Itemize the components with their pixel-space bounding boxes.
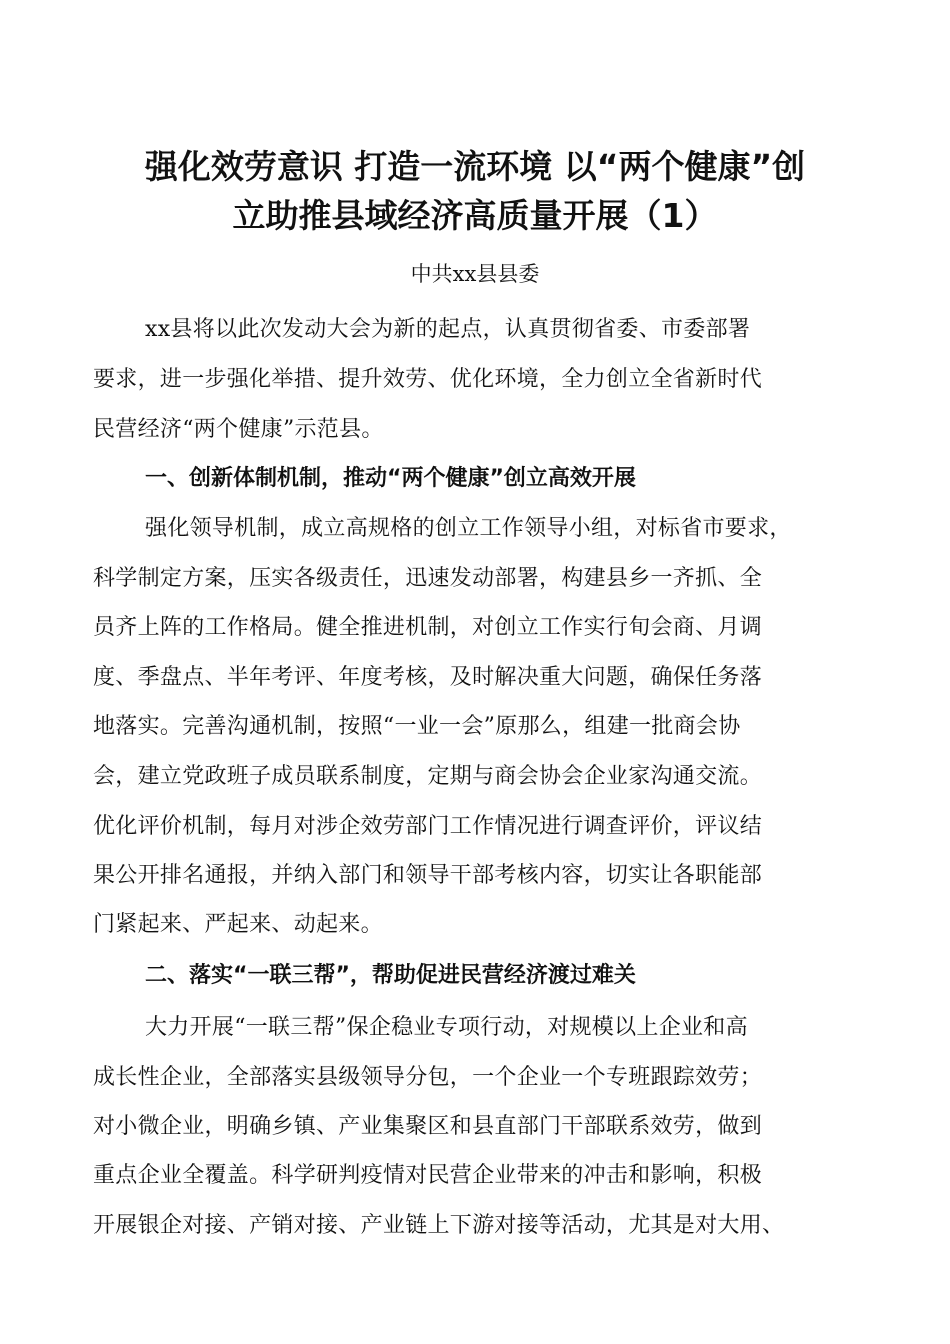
paragraph-line: 大力开展“一联三帮”保企稳业专项行动，对规模以上企业和高 <box>145 1015 748 1040</box>
section-heading-2: 二、落实“一联三帮”，帮助促进民营经济渡过难关 <box>145 963 636 988</box>
paragraph-line: 科学制定方案，压实各级责任，迅速发动部署，构建县乡一齐抓、全 <box>93 566 763 591</box>
document-author: 中共xx县县委 <box>410 262 540 286</box>
document-title-line-2: 立助推县域经济高质量开展（1） <box>232 196 718 235</box>
paragraph-line: 会，建立党政班子成员联系制度，定期与商会协会企业家沟通交流。 <box>93 764 763 789</box>
section-heading-1: 一、创新体制机制，推动“两个健康”创立高效开展 <box>145 466 636 491</box>
paragraph-line: 对小微企业，明确乡镇、产业集聚区和县直部门干部联系效劳，做到 <box>93 1114 763 1139</box>
paragraph-line: 要求，进一步强化举措、提升效劳、优化环境，全力创立全省新时代 <box>93 367 763 392</box>
paragraph-line: 员齐上阵的工作格局。健全推进机制，对创立工作实行旬会商、月调 <box>93 615 763 640</box>
paragraph-line: 果公开排名通报，并纳入部门和领导干部考核内容，切实让各职能部 <box>93 863 763 888</box>
paragraph-line: 度、季盘点、半年考评、年度考核，及时解决重大问题，确保任务落 <box>93 665 763 690</box>
paragraph-line: 优化评价机制，每月对涉企效劳部门工作情况进行调查评价，评议结 <box>93 814 763 839</box>
paragraph-line: 开展银企对接、产销对接、产业链上下游对接等活动，尤其是对大用、 <box>93 1213 785 1238</box>
paragraph-line: 重点企业全覆盖。科学研判疫情对民营企业带来的冲击和影响，积极 <box>93 1163 763 1188</box>
paragraph-line: 强化领导机制，成立高规格的创立工作领导小组，对标省市要求， <box>145 516 792 541</box>
paragraph-line: xx县将以此次发动大会为新的起点，认真贯彻省委、市委部署 <box>145 317 751 342</box>
paragraph-line: 民营经济“两个健康”示范县。 <box>93 417 384 442</box>
paragraph-line: 地落实。完善沟通机制，按照“一业一会”原那么，组建一批商会协 <box>93 714 741 739</box>
document-title-line-1: 强化效劳意识 打造一流环境 以“两个健康”创 <box>144 147 806 186</box>
paragraph-line: 门紧起来、严起来、动起来。 <box>93 912 383 937</box>
paragraph-line: 成长性企业，全部落实县级领导分包，一个企业一个专班跟踪效劳； <box>93 1065 763 1090</box>
